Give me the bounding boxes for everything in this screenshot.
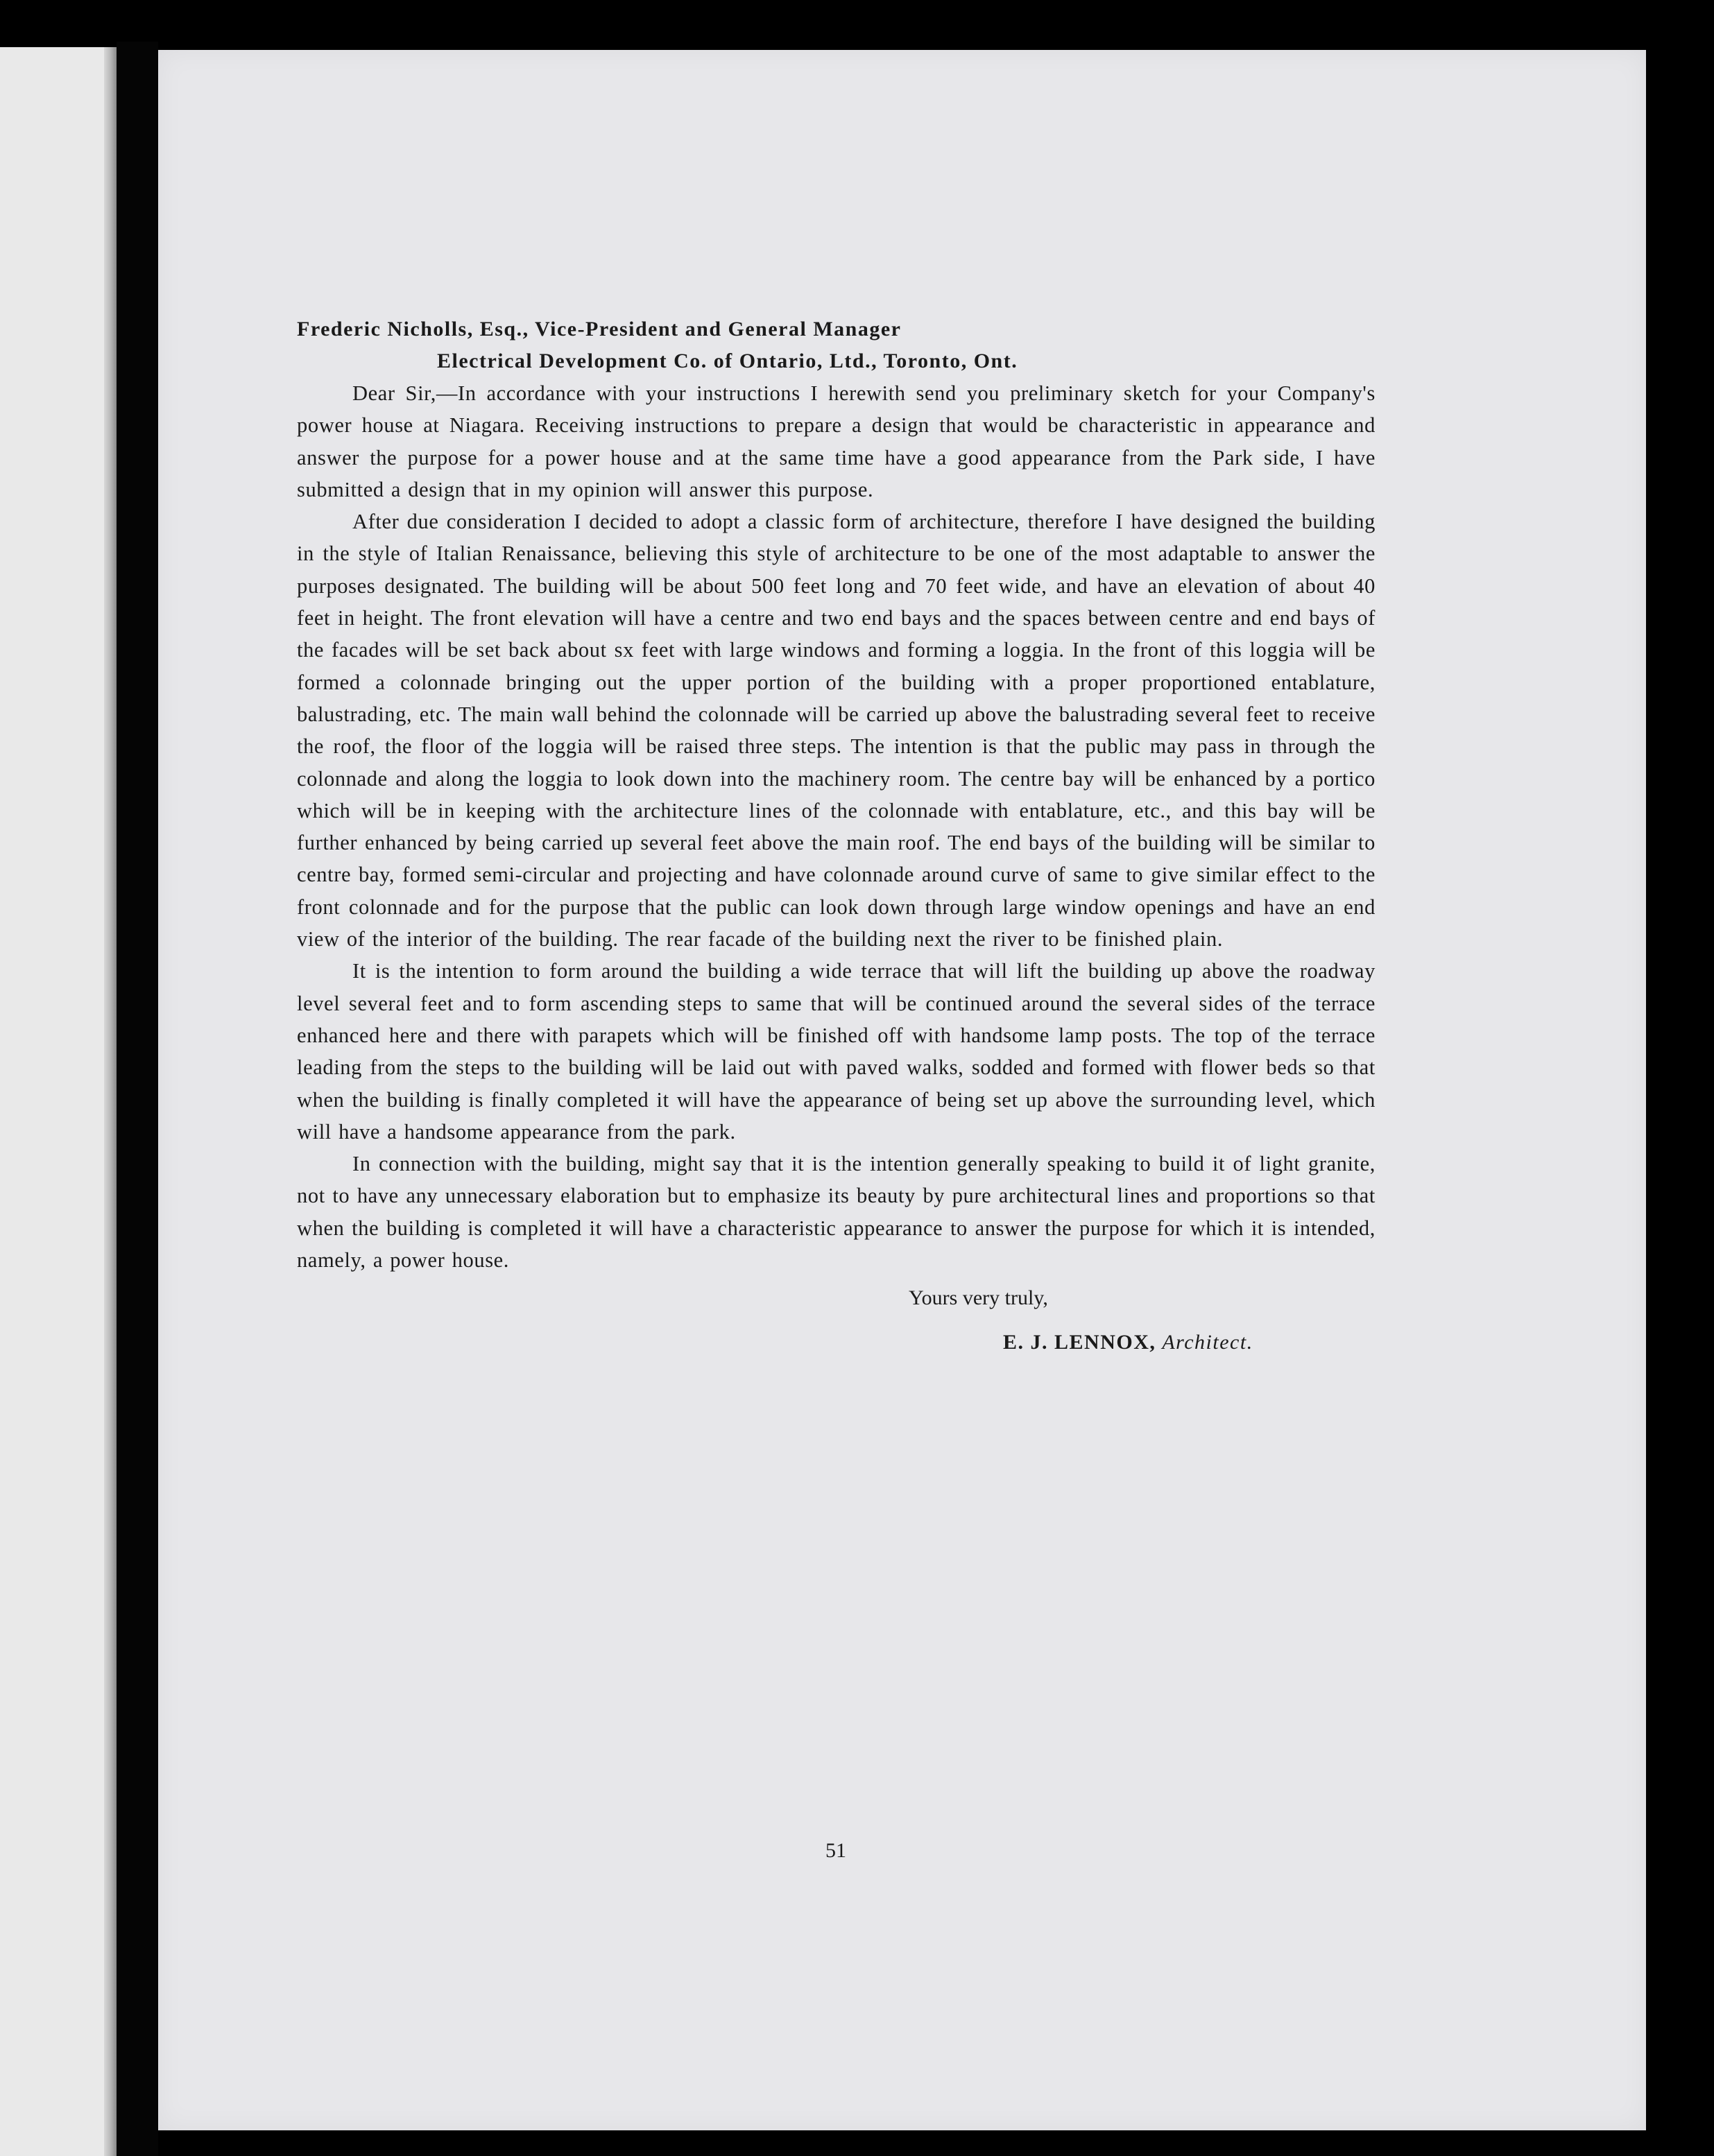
paragraph-1: Dear Sir,—In accordance with your instructions I herewith send you preliminary sketch for your Company's power house at Niagara. Receiving instructions to prepare a design that would be characteristic in appearance and answer the purpose for a power house and at the same time have a good appearance from the Park side, I have submitted a design that in my opinion will answer this purpose. [297, 381, 1376, 501]
addressee-line-2: Electrical Development Co. of Ontario, Ltd., Toronto, Ont. [437, 350, 1018, 372]
facing-page [0, 47, 117, 2156]
signature [297, 1326, 1376, 1359]
book-gutter [117, 42, 158, 2156]
paragraph-4: In connection with the building, might say that it is the intention generally speaking to build it of light granite, not to have any unnecessary elaboration but to emphasize its beauty by pure architectural lines and proportions so that when the building is completed it will have a characteristic appearance to answer the purpose for which it is intended, namely, a power house. [297, 1152, 1376, 1273]
paragraph-3: It is the intention to form around the building a wide terrace that will lift the building up above the roadway level several feet and to form ascending steps to same that will be continued around the several sides of the terrace enhanced here and there with parapets which will be finished off with handsome lamp posts. The top of the terrace leading from the steps to the building will be laid out with paved walks, sodded and formed with flower beds so that when the building is finally completed it will have the appearance of being set up above the surrounding level, which will have a handsome appearance from the park. [297, 959, 1376, 1144]
signature-title: Architect. [1162, 1331, 1253, 1354]
page-number: 51 [825, 1839, 846, 1862]
facing-page-edge [104, 47, 117, 2156]
addressee-line-1: Frederic Nicholls, Esq., Vice-President and General Manager [297, 318, 902, 340]
addressee-block [297, 313, 1376, 377]
closing-phrase: Yours very truly, [909, 1286, 1048, 1310]
letter [297, 313, 1376, 1359]
paragraph-2: After due consideration I decided to adopt a classic form of architecture, therefore I have designed the building in the style of Italian Renaissance, believing this style of architecture to be one of the most adaptable to answer the purposes designated. The building will be about 500 feet long and 70 feet wide, and have an elevation of about 40 feet in height. The front elevation will have a centre and two end bays and the spaces between centre and end bays of the facades will be set back about sx feet with large windows and forming a loggia. In the front of this loggia will be formed a colonnade bringing out the upper portion of the building with a proper proportioned entablature, balustrading, etc. The main wall behind the colonnade will be carried up above the balustrading several feet to receive the roof, the floor of the loggia will be raised three steps. The intention is that the public may pass in through the colonnade and along the loggia to look down into the machinery room. The centre bay will be enhanced by a portico which will be in keeping with the architecture lines of the colonnade with entablature, etc., and this bay will be further enhanced by being carried up several feet above the main roof. The end bays of the building will be similar to centre bay, formed semi-circular and projecting and have colonnade around curve of same to give similar effect to the front colonnade and for the purpose that the public can look down through large window openings and have an end view of the interior of the building. The rear facade of the building next the river to be finished plain. [297, 510, 1376, 951]
letter-closing [297, 1282, 1376, 1359]
signature-name: E. J. LENNOX, [1003, 1331, 1156, 1354]
letter-body [297, 377, 1376, 1276]
